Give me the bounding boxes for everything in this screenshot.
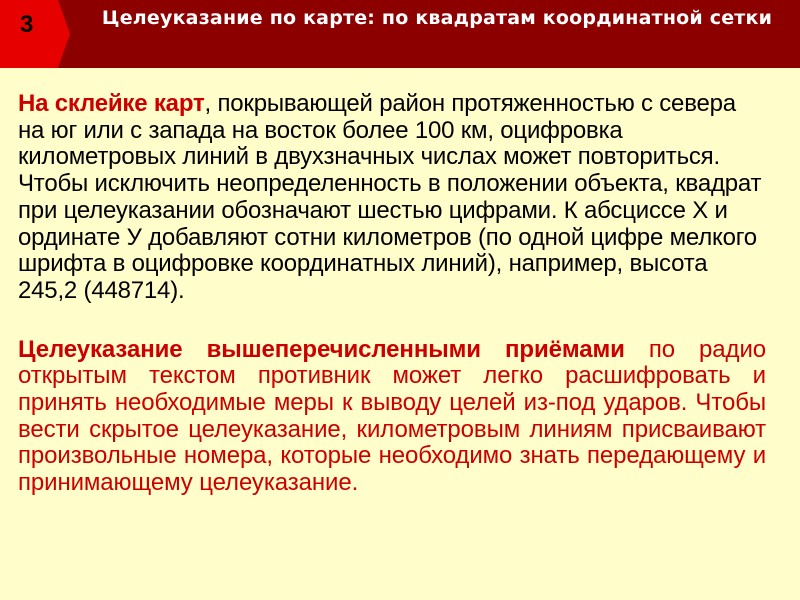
paragraph-1-lead: На склейке карт [18,90,205,117]
paragraph-2-lead: Целеуказание вышеперечисленными приёмами [18,335,625,363]
slide-header [0,0,800,68]
paragraph-1 [18,91,766,305]
slide-number-badge [0,0,72,68]
paragraph-1-text: , покрывающей район протяженностью с севера на юг или с запада на восток более 100 км, оцифровка километровых линий в двухзначных числах может повториться. Чтобы исключить неопределенность в положении объекта, квадрат при целеуказании обозначают шестью цифрами. К абсциссе Х и ординате У добавляют сотни километров (по одной цифре мелкого шрифта в оцифровке координатных линий), например, высота 245,2 (448714). [18,90,762,304]
slide-title: Целеуказание по карте: по квадратам координатной сетки [101,7,773,29]
badge-arrow-fill [0,0,70,68]
paragraph-2 [18,337,766,497]
slide-number: 3 [20,11,34,38]
badge-arrow-shape [0,0,72,68]
slide-content [18,91,766,497]
paragraph-2-text: по радио открытым текстом противник может легко расшифровать и принять необходимые меры к выводу целей из-под ударов. Чтобы вести скрытое целеуказание, километровым линиям присваивают произвольные номера, которые необходимо знать передающему и принимающему целеуказание. [18,335,767,497]
